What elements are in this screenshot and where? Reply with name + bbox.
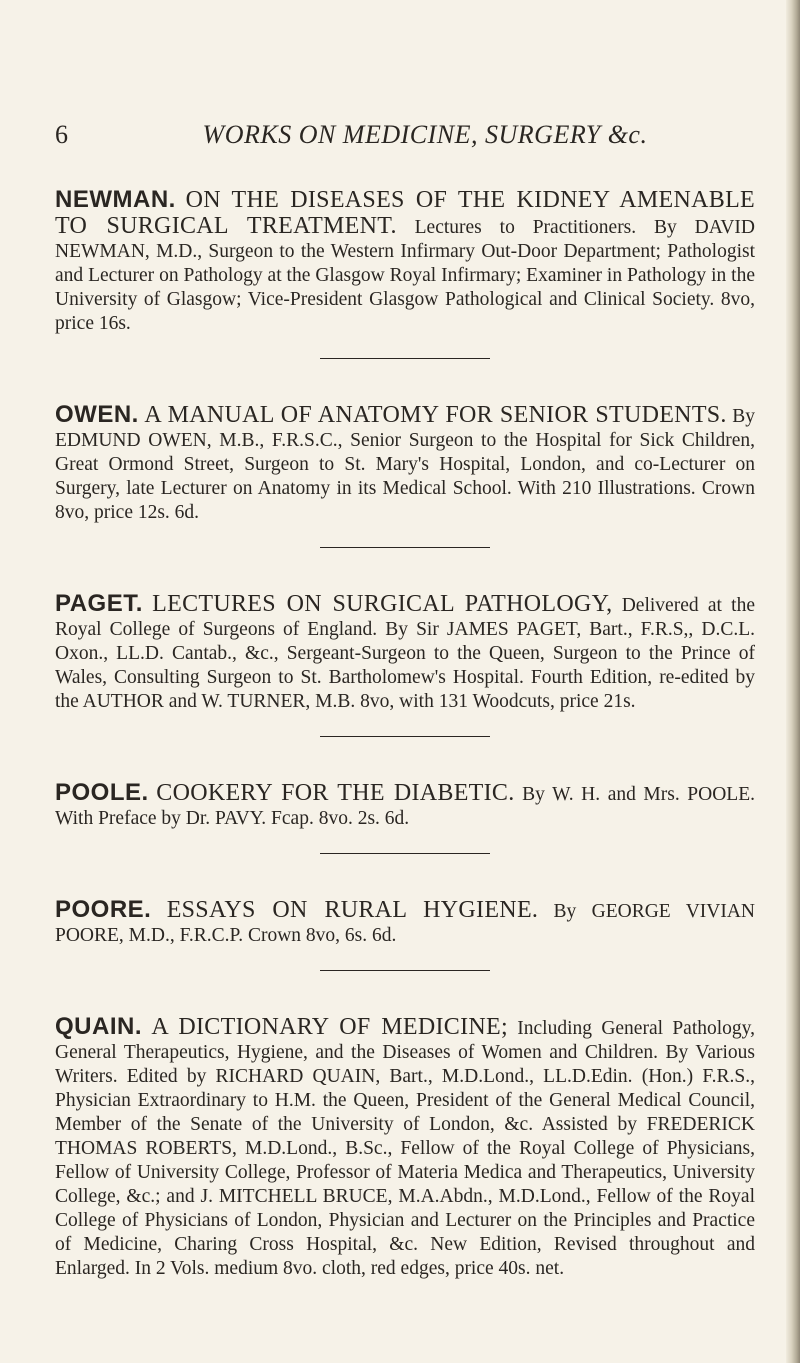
entry-text (55, 781, 755, 831)
entry-list (55, 188, 755, 1281)
entry-author: POOLE. (55, 779, 149, 806)
page-edge (786, 0, 800, 1363)
entry-quain (55, 1015, 755, 1281)
entry-poole (55, 781, 755, 831)
entry-newman (55, 188, 755, 336)
divider (320, 853, 490, 854)
entry-author: OWEN. (55, 401, 139, 428)
page-number: 6 (55, 120, 68, 149)
entry-body: Lectures to Practitioners. By DAVID NEWMAN, M.D., Surgeon to the Western Infirmary Out-Door Department; Pathologist and Lecturer on Pathology at the Glasgow Royal Infirmary; Examiner in Pathology in the University of Glasgow; Vice-President Glasgow Pathological and Clinical Society. 8vo, price 16s. (55, 217, 755, 334)
entry-body: By GEORGE VIVIAN POORE, M.D., F.R.C.P. Crown 8vo, 6s. 6d. (55, 901, 756, 946)
entry-body: By EDMUND OWEN, M.B., F.R.S.C., Senior Surgeon to the Hospital for Sick Children, Great Ormond Street, Surgeon to St. Mary's Hospital, London, and co-Lecturer on Surgery, late Lecturer on Anatomy in its Medical School. With 210 Illustrations. Crown 8vo, price 12s. 6d. (55, 406, 756, 523)
divider (320, 736, 490, 737)
entry-title: COOKERY FOR THE DIABETIC. (156, 780, 515, 806)
entry-author: QUAIN. (55, 1013, 142, 1040)
divider (320, 547, 490, 548)
entry-text (55, 403, 755, 525)
entry-text (55, 592, 755, 714)
entry-text (55, 1015, 755, 1281)
entry-body: Delivered at the Royal College of Surgeons of England. By Sir JAMES PAGET, Bart., F.R.S,, D.C.L. Oxon., LL.D. Cantab., &c., Sergeant-Surgeon to the Queen, Surgeon to the Prince of Wales, Consulting Surgeon to St. Bartholomew's Hospital. Fourth Edition, re-edited by the AUTHOR and W. TURNER, M.B. 8vo, with 131 Woodcuts, price 21s. (55, 595, 756, 712)
entry-text (55, 898, 755, 948)
entry-title: A MANUAL OF ANATOMY FOR SENIOR STUDENTS. (144, 402, 727, 428)
entry-owen (55, 403, 755, 525)
entry-author: PAGET. (55, 590, 143, 617)
divider (320, 358, 490, 359)
entry-poore (55, 898, 755, 948)
entry-paget (55, 592, 755, 714)
entry-title: A DICTIONARY OF MEDICINE; (151, 1014, 508, 1040)
entry-author: NEWMAN. (55, 186, 176, 213)
entry-author: POORE. (55, 896, 152, 923)
page-header (55, 118, 755, 158)
entry-title: LECTURES ON SURGICAL PATHOLOGY, (152, 591, 613, 617)
entry-title: ESSAYS ON RURAL HYGIENE. (166, 897, 539, 923)
entry-title: ON THE DISEASES OF THE KIDNEY AMENABLE TO SURGICAL TREATMENT. (55, 187, 755, 239)
entry-body: By W. H. and Mrs. POOLE. With Preface by Dr. PAVY. Fcap. 8vo. 2s. 6d. (55, 784, 756, 829)
divider (320, 970, 490, 971)
entry-text (55, 188, 755, 336)
entry-body: Including General Pathology, General Therapeutics, Hygiene, and the Diseases of Women and Children. By Various Writers. Edited by RICHARD QUAIN, Bart., M.D.Lond., LL.D.Edin. (Hon.) F.R.S., Physician Extraordinary to H.M. the Queen, President of the General Medical Council, Member of the Senate of the University of London, &c. Assisted by FREDERICK THOMAS ROBERTS, M.D.Lond., B.Sc., Fellow of the Royal College of Physicians, Fellow of University College, Professor of Materia Medica and Therapeutics, University College, &c.; and J. MITCHELL BRUCE, M.A.Abdn., M.D.Lond., Fellow of the Royal College of Physicians of London, Physician and Lecturer on the Principles and Practice of Medicine, Charing Cross Hospital, &c. New Edition, Revised throughout and Enlarged. In 2 Vols. medium 8vo. cloth, red edges, price 40s. net. (55, 1018, 756, 1279)
running-title: WORKS ON MEDICINE, SURGERY &c. (202, 120, 648, 149)
